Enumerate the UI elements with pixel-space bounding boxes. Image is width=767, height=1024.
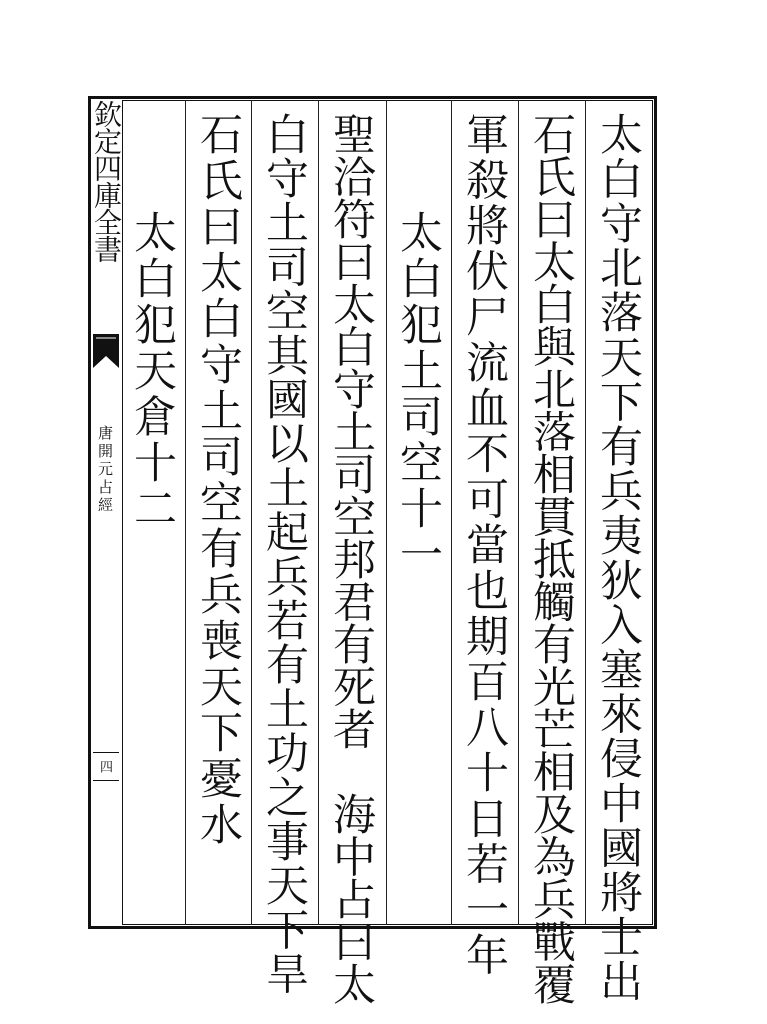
column-rule bbox=[386, 100, 387, 925]
text-column-8: 太白犯天倉十二 bbox=[127, 210, 177, 532]
page-number-rule-top bbox=[93, 752, 119, 753]
page-gutter bbox=[91, 100, 121, 925]
page-number: 四 bbox=[97, 760, 112, 773]
text-column-1: 太白守北落天下有兵夷狄入塞來侵中國將士出 bbox=[593, 112, 643, 1004]
column-rule bbox=[451, 100, 452, 925]
column-rule bbox=[251, 100, 252, 925]
text-column-7: 石氏曰太白守土司空有兵喪天下憂水 bbox=[193, 112, 243, 848]
fish-tail-mark-icon bbox=[93, 334, 119, 368]
column-rule bbox=[318, 100, 319, 925]
text-column-6: 白守土司空其國以土起兵若有土功之事天下旱 bbox=[259, 112, 309, 996]
column-rule bbox=[185, 100, 186, 925]
text-column-4: 太白犯土司空十一 bbox=[393, 210, 443, 578]
column-rule bbox=[518, 100, 519, 925]
page-number-rule-bottom bbox=[93, 780, 119, 781]
column-rule bbox=[585, 100, 586, 925]
book-title: 唐開元占經 bbox=[96, 425, 114, 515]
text-column-5: 聖洽符曰太白守土司空邦君有死者 海中占曰太 bbox=[326, 112, 376, 1005]
text-column-3: 軍殺將伏尸流血不可當也期百八十日若一年 bbox=[459, 112, 509, 979]
text-column-2: 石氏曰太白與北落相貫抵觸有光芒相及為兵戰覆 bbox=[526, 112, 576, 1005]
collection-title: 欽定四庫全書 bbox=[90, 100, 123, 262]
